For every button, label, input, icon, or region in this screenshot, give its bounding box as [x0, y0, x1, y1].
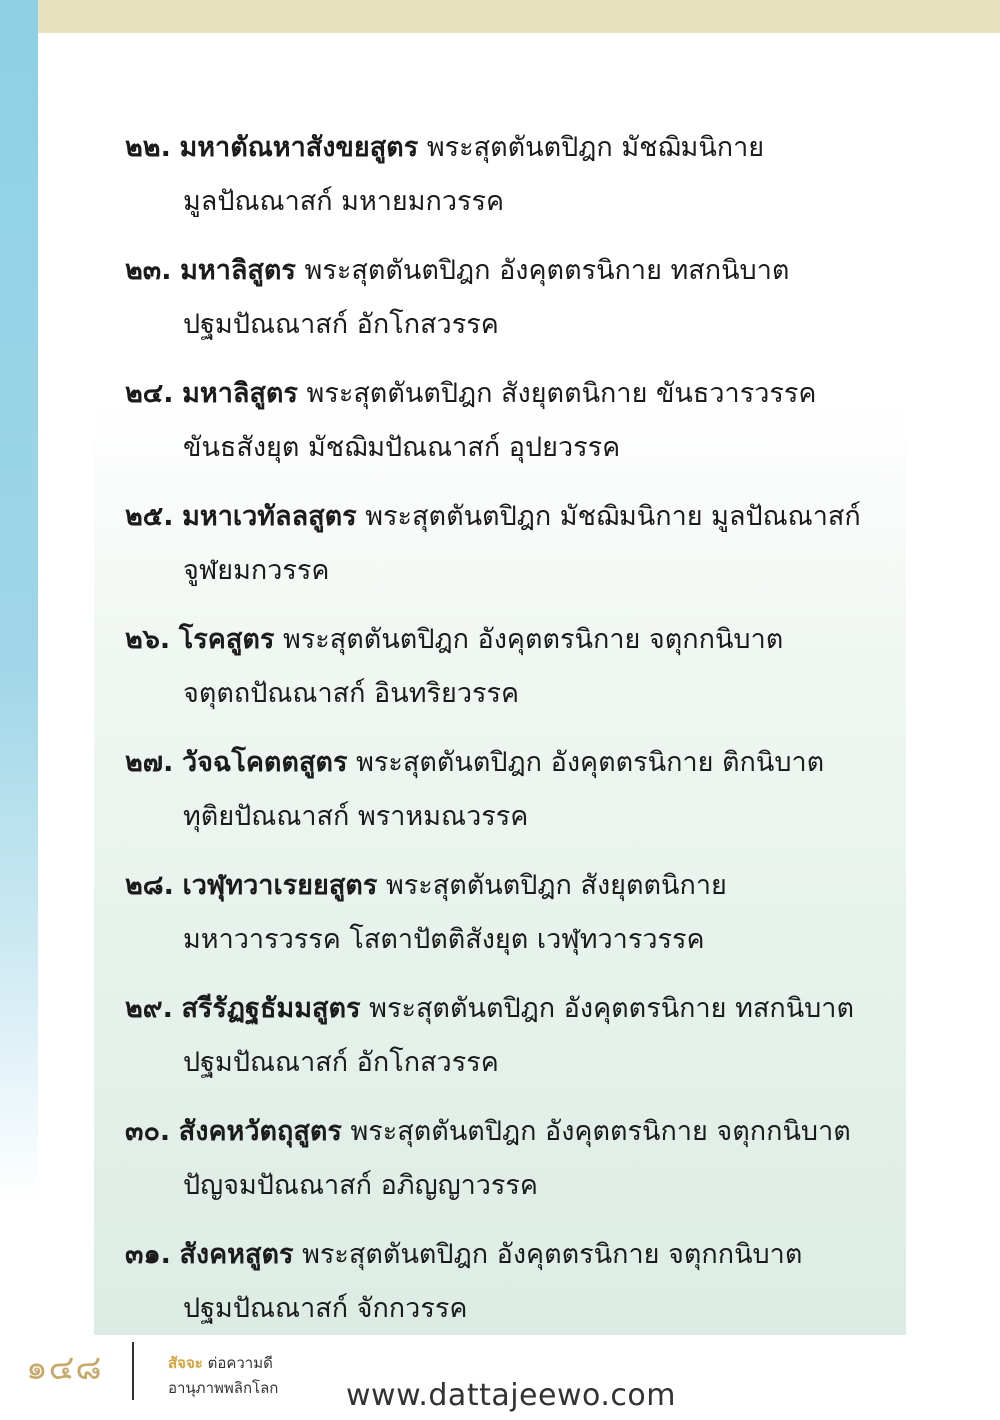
entry-source: พระสุตตันตปิฎก สังยุตตนิกาย ขันธวารวรรค — [306, 378, 817, 409]
entry-number: ๒๔. — [125, 378, 174, 409]
entry-number: ๒๙. — [125, 993, 173, 1024]
list-item — [0, 251, 1000, 374]
entry-line-2: ปฐมปัณณาสก์ จักกวรรค — [183, 1293, 468, 1324]
entry-line-1 — [125, 989, 854, 1029]
entry-number: ๒๒. — [125, 132, 171, 163]
footer-url: www.dattajeewo.com — [346, 1378, 676, 1413]
entry-line-1 — [125, 128, 764, 168]
entry-source: พระสุตตันตปิฎก อังคุตตรนิกาย จตุกกนิบาต — [282, 624, 784, 655]
entry-number: ๓๑. — [125, 1239, 171, 1270]
list-item — [0, 497, 1000, 620]
entry-line-1 — [125, 1112, 851, 1152]
list-item — [0, 128, 1000, 251]
reference-list — [0, 128, 1000, 1358]
entry-source: พระสุตตันตปิฎก มัชฌิมนิกาย — [426, 132, 765, 163]
brand-rest: ต่อความดี — [207, 1354, 273, 1372]
entry-line-2: ปฐมปัณณาสก์ อักโกสวรรค — [183, 1047, 499, 1078]
entry-number: ๒๖. — [125, 624, 171, 655]
entry-line-2: ขันธสังยุต มัชฌิมปัณณาสก์ อุปยวรรค — [183, 432, 621, 463]
entry-source: พระสุตตันตปิฎก อังคุตตรนิกาย จตุกกนิบาต — [302, 1239, 803, 1270]
entry-title: มหาลิสูตร — [180, 255, 296, 286]
entry-line-2: ปัญจมปัณณาสก์ อภิญญาวรรค — [183, 1170, 538, 1201]
entry-line-1 — [125, 620, 783, 660]
entry-line-1 — [125, 866, 727, 906]
entry-line-1 — [125, 251, 789, 291]
entry-number: ๒๕. — [125, 501, 174, 532]
entry-title: สรีรัฏฐธัมมสูตร — [181, 993, 361, 1024]
entry-number: ๓๐. — [125, 1116, 171, 1147]
entry-line-2: จตุตถปัณณาสก์ อินทริยวรรค — [183, 678, 520, 709]
entry-line-2: มหาวารวรรค โสตาปัตติสังยุต เวฬุทวารวรรค — [183, 924, 705, 955]
footer-divider — [132, 1342, 134, 1400]
list-item — [0, 620, 1000, 743]
entry-number: ๒๗. — [125, 747, 174, 778]
entry-title: เวฬุทวาเรยยสูตร — [182, 870, 378, 901]
entry-title: สังคหวัตถุสูตร — [178, 1116, 342, 1147]
entry-line-2: จูฬยมกวรรค — [183, 555, 330, 586]
brand-accent: สัจจะ — [168, 1354, 203, 1372]
entry-line-1 — [125, 374, 816, 414]
entry-title: โรคสูตร — [178, 624, 275, 655]
list-item — [0, 989, 1000, 1112]
entry-line-2: มูลปัณณาสก์ มหายมกวรรค — [183, 186, 505, 217]
entry-number: ๒๘. — [125, 870, 174, 901]
entry-line-1 — [125, 497, 861, 537]
list-item — [0, 866, 1000, 989]
footer-tagline: อานุภาพพลิกโลก — [168, 1379, 279, 1397]
entry-title: สังคหสูตร — [179, 1239, 294, 1270]
entry-line-2: ปฐมปัณณาสก์ อักโกสวรรค — [183, 309, 499, 340]
top-decorative-band — [38, 0, 1000, 33]
entry-source: พระสุตตันตปิฎก อังคุตตรนิกาย ติกนิบาต — [356, 747, 825, 778]
entry-title: มหาลิสูตร — [182, 378, 298, 409]
entry-source: พระสุตตันตปิฎก สังยุตตนิกาย — [385, 870, 727, 901]
entry-title: วัจฉโคตตสูตร — [181, 747, 348, 778]
entry-source: พระสุตตันตปิฎก อังคุตตรนิกาย ทสกนิบาต — [369, 993, 854, 1024]
entry-title: มหาเวทัลลสูตร — [182, 501, 357, 532]
entry-source: พระสุตตันตปิฎก อังคุตตรนิกาย ทสกนิบาต — [304, 255, 790, 286]
entry-source: พระสุตตันตปิฎก มัชฌิมนิกาย มูลปัณณาสก์ — [365, 501, 861, 532]
list-item — [0, 1235, 1000, 1358]
page-number: ๑๔๘ — [26, 1348, 103, 1388]
entry-line-1 — [125, 1235, 802, 1275]
entry-line-2: ทุติยปัณณาสก์ พราหมณวรรค — [183, 801, 529, 832]
entry-title: มหาตัณหาสังขยสูตร — [179, 132, 419, 163]
entry-number: ๒๓. — [125, 255, 172, 286]
entry-source: พระสุตตันตปิฎก อังคุตตรนิกาย จตุกกนิบาต — [350, 1116, 851, 1147]
list-item — [0, 743, 1000, 866]
list-item — [0, 1112, 1000, 1235]
entry-line-1 — [125, 743, 824, 783]
footer-brand — [168, 1352, 273, 1374]
list-item — [0, 374, 1000, 497]
